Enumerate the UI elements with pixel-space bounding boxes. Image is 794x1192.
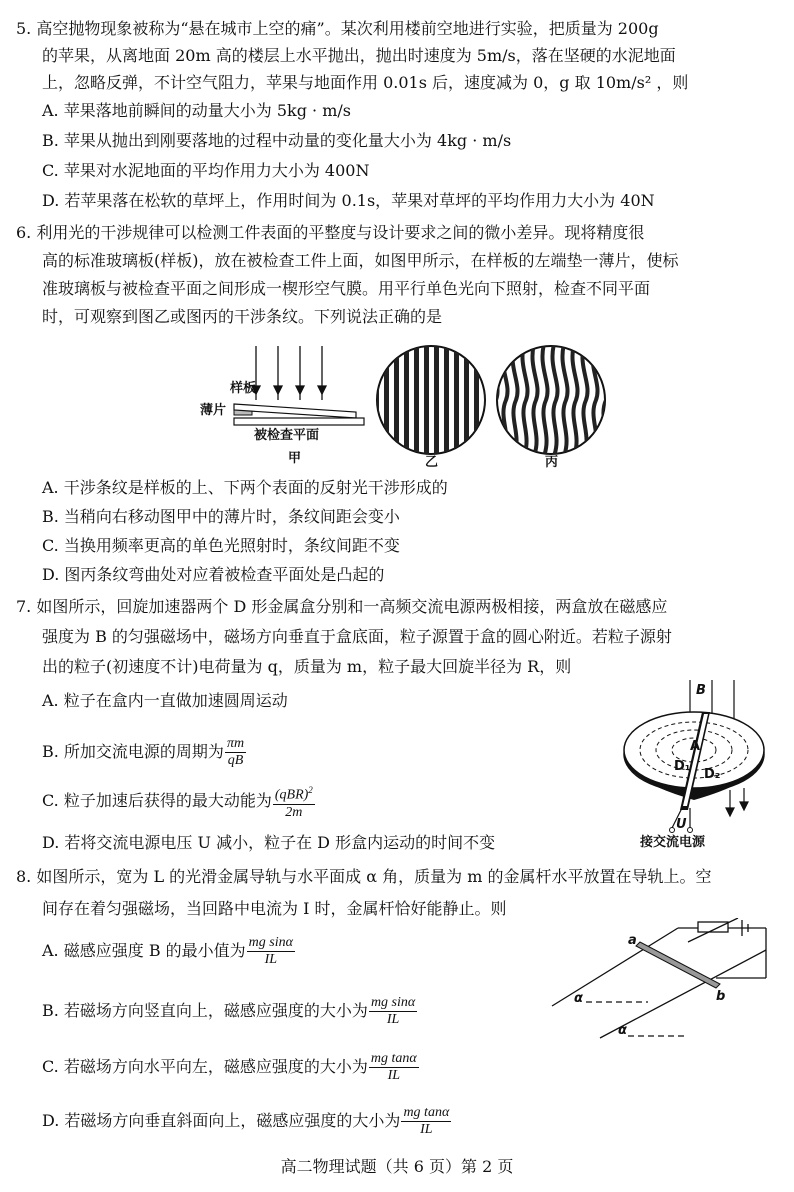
q8-option-a (42, 930, 295, 972)
page-footer: 高二物理试题（共 6 页）第 2 页 (280, 1157, 514, 1176)
q7-option-c-fraction (273, 782, 315, 821)
fraction-numerator: mg tanα (403, 1105, 450, 1120)
q8-option-a-text: A. 磁感应强度 B 的最小值为 (42, 941, 246, 960)
fringe-stripe (444, 344, 449, 456)
q6-option-d: D. 图丙条纹弯曲处对应着被检查平面处是凸起的 (42, 565, 385, 584)
fringe-stripe (384, 344, 389, 456)
fraction-denominator: IL (264, 952, 278, 967)
fringe-stripe (404, 344, 409, 456)
fringe-stripe (454, 344, 459, 456)
q7-stem-line-2: 强度为 B 的匀强磁场中，磁场方向垂直于盒底面，粒子源置于盒的圆心附近。若粒子源射 (42, 627, 672, 646)
rail-figure (548, 918, 780, 1044)
q7-option-c-text: C. 粒子加速后获得的最大动能为 (42, 791, 272, 810)
q6-stem-line-3: 准玻璃板与被检查平面之间形成一楔形空气膜。用平行单色光向下照射，检查不同平面 (42, 279, 651, 298)
cyclotron-svg (610, 678, 790, 854)
cyclotron-figure (610, 678, 790, 854)
label-D2: D₂ (704, 767, 721, 782)
q5-option-d: D. 若苹果落在松软的草坪上，作用时间为 0.1s，苹果对草坪的平均作用力大小为 40N (42, 191, 655, 210)
q8-option-d-fraction (401, 1105, 451, 1138)
fraction-numerator (273, 782, 315, 805)
q7-option-b-text: B. 所加交流电源的周期为 (42, 742, 224, 761)
label-a: a (628, 933, 637, 948)
q8-option-b (42, 990, 417, 1032)
q8-option-b-text: B. 若磁场方向竖直向上，磁感应强度的大小为 (42, 1001, 368, 1020)
fraction-numerator: mg sinα (370, 995, 416, 1010)
interference-figure (196, 338, 636, 473)
q5-stem-line-2: 的苹果，从离地面 20m 高的楼层上水平抛出，抛出时速度为 5m/s，落在坚硬的水泥地面 (42, 46, 676, 65)
fraction-numerator-exponent: 2 (308, 785, 313, 796)
rail-svg (548, 918, 780, 1044)
label-alpha-upper: α (574, 991, 583, 1006)
q7-option-c (42, 782, 315, 821)
interference-figure-svg (196, 338, 636, 473)
q6-stem-line-4: 时，可观察到图乙或图丙的干涉条纹。下列说法正确的是 (42, 307, 443, 326)
q6-stem-line-1: 6. 利用光的干涉规律可以检测工件表面的平整度与设计要求之间的微小差异。现将精度很 (16, 223, 645, 242)
label-sample: 样板 (230, 381, 257, 396)
q7-option-b-fraction (225, 736, 246, 769)
q8-option-c-fraction (369, 1051, 419, 1084)
label-A: A (690, 739, 701, 754)
q7-option-d: D. 若将交流电源电压 U 减小，粒子在 D 形盒内运动的时间不变 (42, 833, 496, 852)
q8-stem-line-2: 间存在着匀强磁场，当回路中电流为 I 时，金属杆恰好能静止。则 (42, 899, 507, 918)
q6-option-b: B. 当稍向右移动图甲中的薄片时，条纹间距会变小 (42, 507, 400, 526)
q5-stem-line-3: 上，忽略反弹，不计空气阻力，苹果与地面作用 0.01s 后，速度减为 0，g 取 10m/s² ，则 (42, 73, 689, 92)
q8-option-c-text: C. 若磁场方向水平向左，磁感应强度的大小为 (42, 1057, 368, 1076)
label-yi: 乙 (425, 455, 439, 470)
q7-stem-line-1: 7. 如图所示，回旋加速器两个 D 形金属盒分别和一高频交流电源两极相接，两盒放在磁感应 (16, 597, 668, 616)
q5-option-c: C. 苹果对水泥地面的平均作用力大小为 400N (42, 161, 370, 180)
fringe-stripe (414, 344, 419, 456)
label-b: b (716, 989, 726, 1004)
fraction-denominator: qB (227, 753, 244, 768)
q5-stem-line-1: 5. 高空抛物现象被称为“悬在城市上空的痛”。某次利用楼前空地进行实验，把质量为 200g (16, 19, 659, 38)
q6-stem-line-2: 高的标准玻璃板(样板)，放在被检查工件上面，如图甲所示，在样板的左端垫一薄片，使标 (42, 251, 679, 270)
label-U: U (676, 817, 687, 832)
q8-option-d-text: D. 若磁场方向垂直斜面向上，磁感应强度的大小为 (42, 1111, 401, 1130)
fraction-denominator: IL (386, 1012, 400, 1027)
q6-option-c: C. 当换用频率更高的单色光照射时，条纹间距不变 (42, 536, 400, 555)
q5-option-b: B. 苹果从抛出到刚要落地的过程中动量的变化量大小为 4kg · m/s (42, 131, 512, 150)
fraction-denominator: IL (420, 1122, 433, 1137)
label-surface: 被检查平面 (254, 428, 320, 443)
fringe-stripe (434, 344, 439, 456)
fraction-numerator: mg sinα (248, 935, 293, 950)
label-D1: D₁ (674, 759, 691, 774)
q7-option-a: A. 粒子在盒内一直做加速圆周运动 (42, 691, 288, 710)
q8-option-d (42, 1100, 451, 1142)
q8-option-b-fraction (369, 995, 417, 1028)
q6-option-a: A. 干涉条纹是样板的上、下两个表面的反射光干涉形成的 (42, 478, 448, 497)
q8-option-a-fraction (247, 935, 295, 968)
q5-option-a: A. 苹果落地前瞬间的动量大小为 5kg · m/s (42, 101, 351, 120)
fringe-stripe (424, 344, 429, 456)
fraction-denominator: 2m (285, 804, 303, 820)
fringe-stripe (474, 344, 479, 456)
fringe-stripe (484, 344, 489, 456)
label-alpha-lower: α (618, 1023, 627, 1038)
q8-stem-line-1: 8. 如图所示，宽为 L 的光滑金属导轨与水平面成 α 角，质量为 m 的金属杆水平放置在导轨上。空 (16, 867, 712, 886)
label-ac-source: 接交流电源 (640, 835, 706, 850)
q8-option-c (42, 1046, 419, 1088)
q7-stem-line-3: 出的粒子(初速度不计)电荷量为 q，质量为 m，粒子最大回旋半径为 R，则 (42, 657, 572, 676)
fraction-numerator-base: (qBR) (274, 787, 309, 803)
fraction-numerator: mg tanα (370, 1051, 417, 1066)
label-B: B (696, 683, 706, 698)
fraction-numerator: πm (226, 736, 245, 751)
fraction-denominator: IL (387, 1068, 401, 1083)
label-shim: 薄片 (200, 403, 227, 418)
fringe-stripe (394, 344, 399, 456)
label-jia: 甲 (288, 451, 302, 466)
label-bing: 丙 (545, 455, 559, 470)
q7-option-b (42, 733, 246, 771)
